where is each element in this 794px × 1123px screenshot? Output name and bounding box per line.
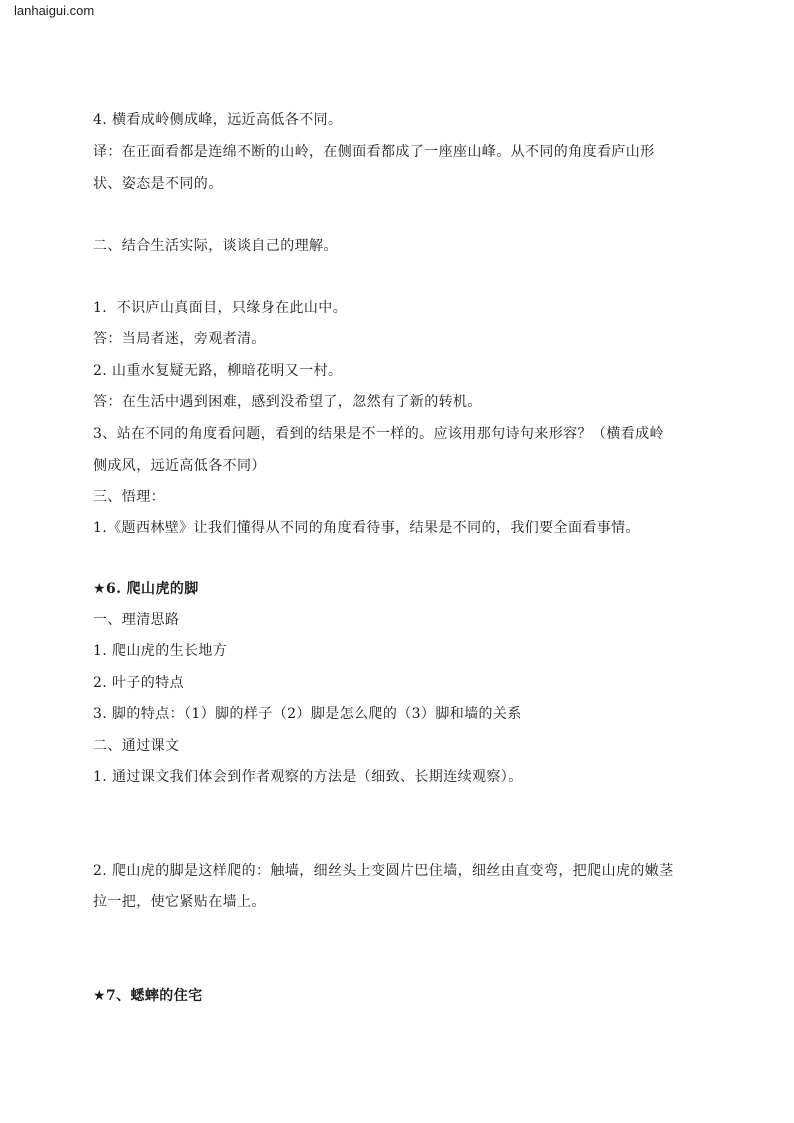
translation-line-1: 译：在正面看都是连绵不断的山岭，在侧面看都成了一座座山峰。从不同的角度看庐山形 xyxy=(93,144,655,160)
poem-line-4: 4. 横看成岭侧成峰，远近高低各不同。 xyxy=(93,112,343,128)
text-item-2-line-2: 拉一把，使它紧贴在墙上。 xyxy=(93,894,266,910)
lesson-7-title-text: 7、蟋蟀的住宅 xyxy=(105,988,203,1004)
text-item-2-line-1: 2. 爬山虎的脚是这样爬的：触墙，细丝头上变圆片巴住墙，细丝由直变弯，把爬山虎的嫩茎 xyxy=(93,863,674,879)
section-heading-insight: 三、悟理： xyxy=(93,489,165,505)
star-icon: ★ xyxy=(93,581,106,597)
lesson-6-title xyxy=(93,580,199,598)
star-icon: ★ xyxy=(93,988,106,1004)
lesson-7-title xyxy=(93,987,203,1005)
outline-item-2: 2. 叶子的特点 xyxy=(93,675,185,691)
section-heading-understanding: 二、结合生活实际，谈谈自己的理解。 xyxy=(93,238,338,254)
section-heading-text: 二、通过课文 xyxy=(93,738,180,754)
outline-item-3: 3. 脚的特点：（1）脚的样子（2）脚是怎么爬的（3）脚和墙的关系 xyxy=(93,706,522,722)
question-2: 2. 山重水复疑无路，柳暗花明又一村。 xyxy=(93,363,343,379)
question-1: 1．不识庐山真面目，只缘身在此山中。 xyxy=(93,300,348,316)
lesson-6-title-text: 6. 爬山虎的脚 xyxy=(105,581,199,597)
outline-heading: 一、理清思路 xyxy=(93,612,180,628)
answer-2: 答：在生活中遇到困难，感到没希望了，忽然有了新的转机。 xyxy=(93,394,482,410)
translation-line-2: 状、姿态是不同的。 xyxy=(93,176,223,192)
text-item-1: 1. 通过课文我们体会到作者观察的方法是（细致、长期连续观察）。 xyxy=(93,769,523,785)
site-watermark: lanhaigui.com xyxy=(14,3,95,18)
question-3-line-1: 3、站在不同的角度看问题，看到的结果是不一样的。应该用那句诗句来形容？（横看成岭 xyxy=(93,426,664,442)
insight-1: 1.《题西林壁》让我们懂得从不同的角度看待事，结果是不同的，我们要全面看事情。 xyxy=(93,520,640,536)
question-3-line-2: 侧成风，远近高低各不同） xyxy=(93,458,266,474)
outline-item-1: 1. 爬山虎的生长地方 xyxy=(93,643,228,659)
answer-1: 答：当局者迷，旁观者清。 xyxy=(93,331,266,347)
